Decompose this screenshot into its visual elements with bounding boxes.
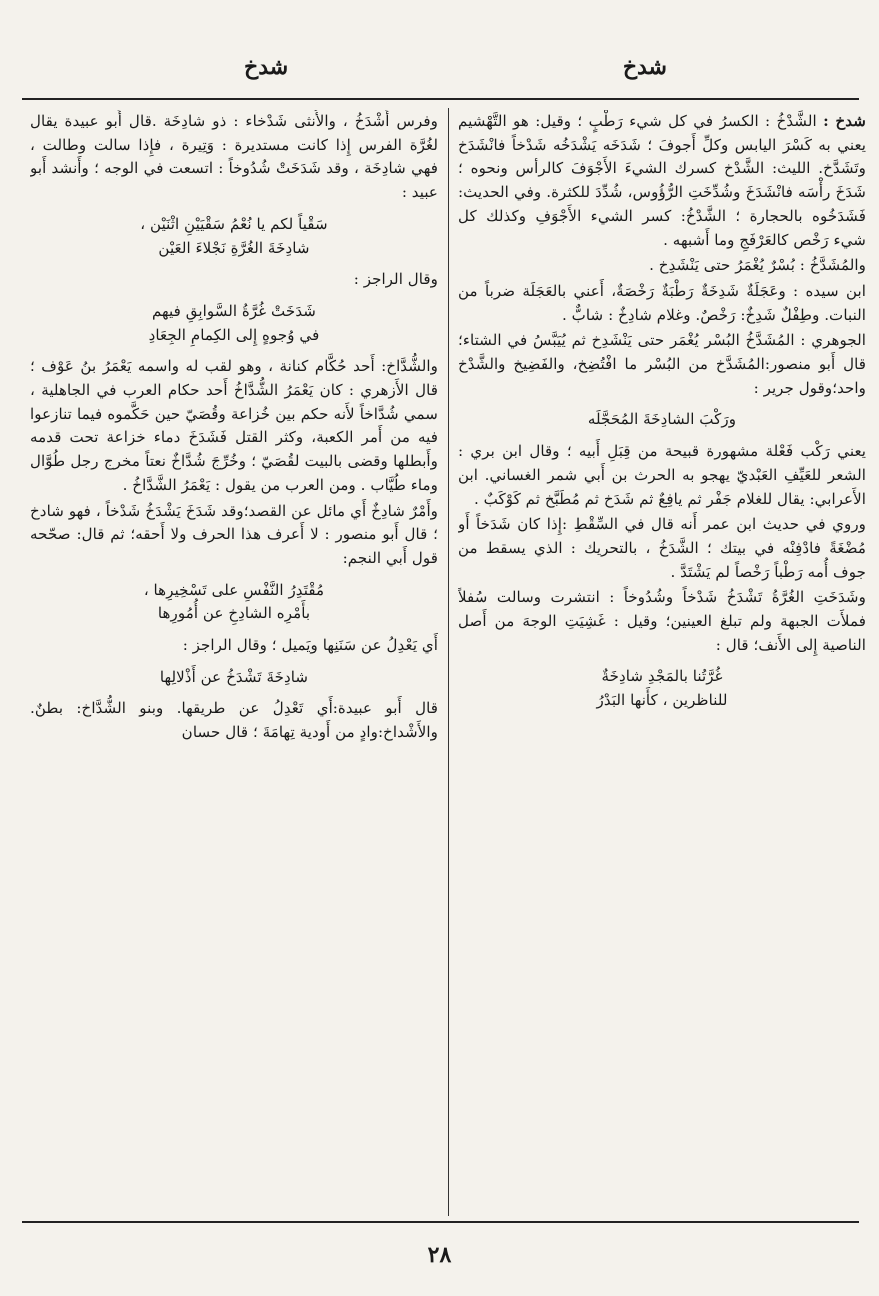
left-column <box>30 110 438 1216</box>
paragraph: قال أَبو عبيدة:أَي تَعْدِلُ عن طريقها. وبنو الشُّدَّاخ: بطنٌ. والأَشْداخ:وادٍ من أَودية تِهامَةَ ؛ قال حسان <box>30 699 438 742</box>
paragraph: وأَمْرٌ شادِخٌ أَي مائل عن القصد؛وقد شَدَخَ يَشْدَخُ شَدْخاً ، فهو شادخ ؛ قال أَبو منصور : لا أَعرف هذا الحرف ولا أَحقه؛ ثم قال: صحّحه قول أَبي النجم: <box>30 501 438 567</box>
verse-line: شَدَخَتْ غُرَّةُ السَّوابِقِ فيهم <box>151 301 317 320</box>
entry-paragraph <box>458 110 866 252</box>
verse <box>30 300 438 347</box>
paragraph: وروي في حديث ابن عمر أَنه قال في السِّقْطِ :إِذا كان شَدَخاً أَو مُضْغَةً فادْفِنْه في بيتك ؛ الشَّدَخُ ، بالتحريك : الذي يسقط من جوف أُمه رَطْباً رَخْصاً لم يَشْتَدَّ . <box>458 515 866 581</box>
header-word-left: شدخ <box>244 54 289 80</box>
paragraph: والشُّدَّاخ: أَحد حُكَّام كنانة ، وهو لقب له واسمه يَعْمَرُ بنُ عَوْف ؛ قال الأَزهري : كان يَعْمَرُ الشُّدَّاخُ أَحد حكام العرب في الجاهلية ، سمي شُدَّاخاً لأَنه حكم بين خُزاعة وقُصَيّ حين حَكَّموه فيما تنازعوا فيه من أَمر الكعبة، وكثر القتل فَشَدَخَ دماء خزاعة تحت قدمه وأَبطلها وقضى بالبيت لقُصَيّ ؛ وخُرِّجَ شُدَّاخٌ نعتاً مخرج رجل طُوَّال وماء طُيَّاب . ومن العرب من يقول : يَعْمَرُ الشَّدَّاخُ . <box>30 357 438 494</box>
paragraph: الجوهري : المُشَدَّخُ البُسْر يُغْمَر حتى يَنْشَدِخ ثم يُيَبَّسُ في الشتاء؛قال أَبو منصور:المُشَدَّخ من البُسْر ما افْتُضِخ، والفَضِيخ والشَّدْخ واحد؛وقول جرير : <box>458 331 866 397</box>
verse-line: في وُجوهٍ إِلى الكِمامِ الجِعَادِ <box>148 325 320 344</box>
column-divider <box>448 108 449 1216</box>
verse-line: مُقْتَدِرُ النَّفْسِ على تَسْخِيرِها ، <box>143 580 325 599</box>
entry-head: شدخ : <box>823 112 866 130</box>
verse <box>30 213 438 260</box>
top-rule <box>22 98 859 100</box>
paragraph: والمُشَدَّخُ : بُسْرٌ يُغْمَرُ حتى يَنْشَدِخ . <box>649 256 866 275</box>
header-word-right: شدخ <box>622 54 667 80</box>
paragraph: أَي يَعْدِلُ عن سَنَنِها ويَميل ؛ وقال الراجز : <box>182 636 438 655</box>
verse <box>30 579 438 626</box>
verse-line: شادِخَةَ الغُرَّةِ نَجْلاءَ العَيْن <box>158 238 310 257</box>
paragraph: ابن سيده : وعَجَلَةٌ شَدِخَةٌ رَطْبَةٌ رَخْصَةٌ، أَعني بالعَجَلَة ضرباً من النبات. وطِفْلٌ شَدِخٌ: رَخْصٌ. وغلام شادِخٌ : شابٌّ . <box>458 281 866 324</box>
paragraph: وشَدَخَتِ الغُرَّةُ تَشْدَخُ شَدْخاً وشُدُوخاً : انتشرت وسالت سُفلاً فملأَت الجبهة ولم تبلغ العينين؛ وقيل : غَشِيَتِ الوجهَ من أَصل الناصية إِلى الأَنف؛ قال : <box>458 588 866 654</box>
verse-line: بأَمْرِه الشادِخِ عن أُمُورِها <box>157 604 311 623</box>
verse <box>458 665 866 712</box>
verse-line: سَقْياً لكم يا نُعْمُ سَقْيَيْنِ اثْنَيْن ، <box>140 214 328 233</box>
page-number: ٢٨ <box>427 1242 452 1268</box>
verse-line: غُرَّتُنا بالمَجْدِ شادِخَةٌ <box>601 667 723 686</box>
verse-line: شادِخَةَ تَشْدَخُ عن أَذْلالِها <box>159 667 309 686</box>
verse-line: للناظرين ، كأَنها البَدْرُ <box>596 691 728 710</box>
paragraph: وقال الراجز : <box>353 270 438 289</box>
paragraph: يعني رَكْب فَعْلة مشهورة قبيحة من قِبَلِ أَبيه ؛ وقال ابن بري : الشعر للعَيِّفِ العَبْديّ يهجو به الحرث بن أَبي شمر الغساني. ابن الأَعرابي: يقال للغلام جَفْر ثم يافِعٌ ثم شَدَخ ثم مُطَبَّخ ثم كَوْكَبٌ . <box>458 442 866 508</box>
verse <box>458 408 866 432</box>
bottom-rule <box>22 1221 859 1223</box>
entry-text: الشَّدْخُ : الكسرُ في كل شيء رَطْبٍ ؛ وقيل: هو التَّهْشيم يعني به كَسْرَ اليابس وكلِّ أَجوفَ ؛ شَدَخَه يَشْدَخُه شَدْخاً فانْشَدَخ وتَشَدَّخ. الليث: الشَّدْخ كسرك الشيءَ الأَجْوَفَ كالرأس ونحوه ؛ شَدَخَ رأْسَه فانْشَدَخَ وشُدِّخَتِ الرُّؤُوس، شُدِّدَ للكثرة. وفي الحديث: فَشَدَخُوه بالحجارة ؛ الشَّدْخُ: كسر الشيء الأَجْوَفِ وكذلك كل شيء رَخْص كالعَرْفَجِ وما أَشبهه . <box>458 112 866 249</box>
right-column <box>458 110 866 1216</box>
paragraph: وفرس أَشْدَخُ ، والأُنثى شَدْخاء : ذو شادِخَة .قال أَبو عبيدة يقال لغُرَّة الفرس إِذا كانت مستديرة : وَتِيرة ، فإِذا سالت وطالت ، فهي شادِخَة ، وقد شَدَخَتْ شُدُوخاً : اتسعت في الوجه ؛ وأَنشد أَبو عبيد : <box>30 112 438 202</box>
page-header <box>22 54 857 88</box>
verse-line: ورَكْبَ الشادِخَةَ المُحَجَّلَه <box>587 410 737 429</box>
verse <box>30 666 438 690</box>
